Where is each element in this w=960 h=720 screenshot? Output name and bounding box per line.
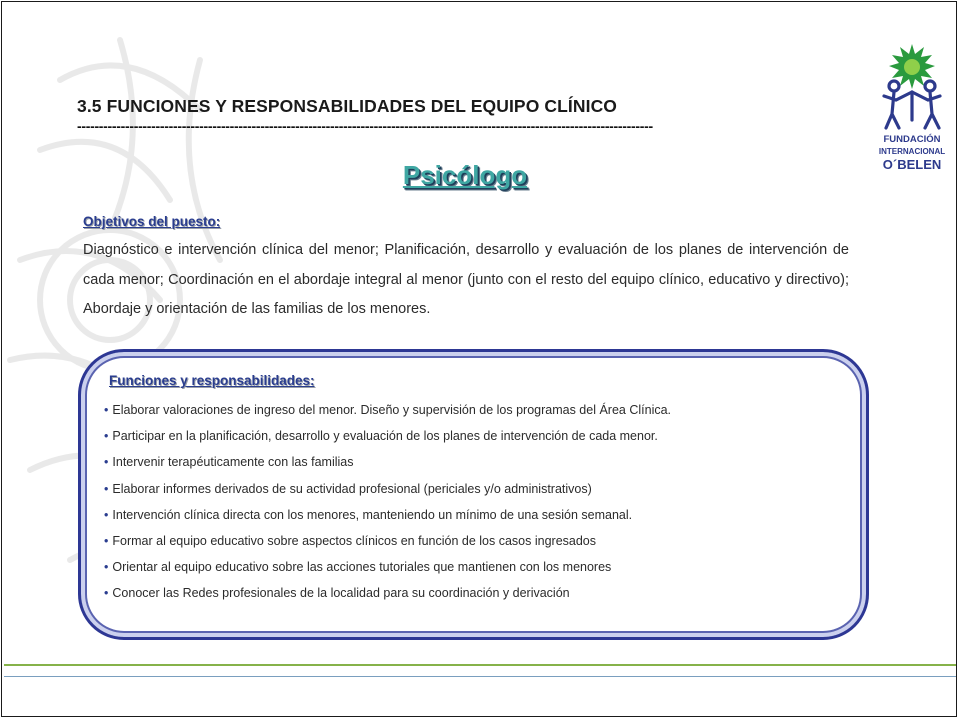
bullet-icon: • (104, 586, 109, 601)
bullet-icon: • (104, 507, 109, 522)
logo-line-2: INTERNACIONAL (878, 147, 946, 156)
bullet-icon: • (104, 534, 109, 549)
list-item: • Intervención clínica directa con los menores, manteniendo un mínimo de una sesión semanal. (104, 507, 633, 522)
list-item: • Elaborar valoraciones de ingreso del menor. Diseño y supervisión de los programas del Área Clínica. (104, 403, 672, 417)
footer-divider-blue (4, 676, 956, 677)
functions-list (104, 397, 852, 607)
section-heading: 3.5 FUNCIONES Y RESPONSABILIDADES DEL EQUIPO CLÍNICO (77, 96, 618, 116)
heading-rule: ------------------------------------------------------------------------------------------------------------------------------------ (77, 121, 653, 131)
bullet-icon: • (104, 560, 109, 575)
objectives-label: Objetivos del puesto: (83, 214, 221, 229)
logo-line-1: FUNDACIÓN (883, 134, 941, 145)
footer-divider-green (4, 664, 956, 666)
list-item: • Participar en la planificación, desarrollo y evaluación de los planes de intervención de cada menor. (104, 429, 658, 444)
bullet-icon: • (104, 403, 109, 417)
list-item: • Conocer las Redes profesionales de la localidad para su coordinación y derivación (104, 586, 570, 601)
list-item: • Intervenir terapéuticamente con las familias (104, 455, 354, 470)
sun-figures-logo-icon (884, 44, 940, 128)
bullet-icon: • (104, 455, 109, 470)
objectives-text: Diagnóstico e intervención clínica del menor; Planificación, desarrollo y evaluación de los planes de intervención de cada menor; Coordinación en el abordaje integral al menor (junto con el resto del equipo clínico, educativo y directivo); Abordaje y orientación de las familias de los menores. (83, 242, 849, 317)
bullet-icon: • (104, 481, 109, 496)
list-item: • Formar al equipo educativo sobre aspectos clínicos en función de los casos ingresados (104, 534, 596, 549)
functions-label: Funciones y responsabilidades: (109, 373, 315, 388)
logo-line-3: O´BELEN (882, 157, 942, 172)
list-item: • Orientar al equipo educativo sobre las acciones tutoriales que mantienen con los menores (104, 560, 612, 575)
foundation-logo (872, 42, 952, 174)
role-title: Psicólogo (402, 160, 528, 190)
list-item: • Elaborar informes derivados de su actividad profesional (periciales y/o administrativos) (104, 481, 592, 496)
bullet-icon: • (104, 429, 109, 444)
